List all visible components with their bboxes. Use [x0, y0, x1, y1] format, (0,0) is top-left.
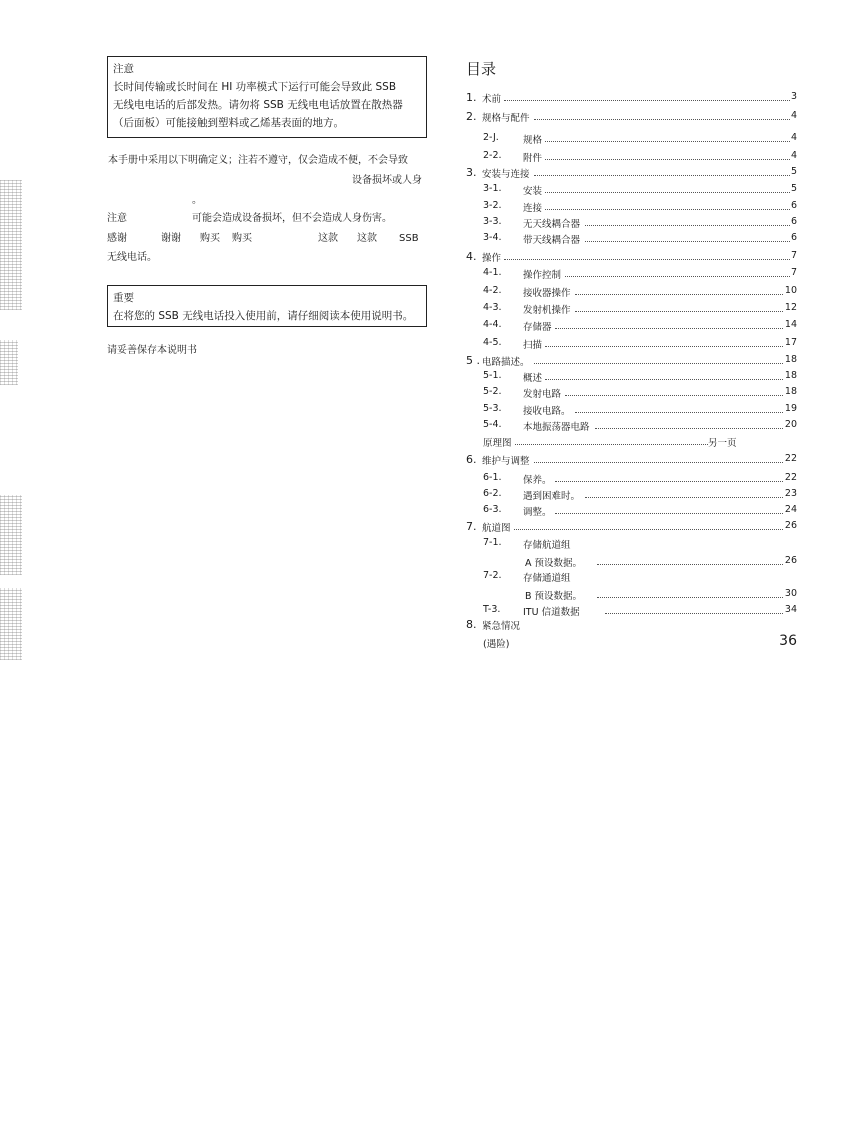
toc-entry-page: 22	[784, 472, 797, 483]
toc-entry-number: 3-4.	[483, 232, 502, 243]
toc-entry-page: 4	[790, 132, 797, 143]
important-title: 重要	[113, 292, 134, 304]
toc-entry	[0, 250, 850, 264]
toc-entry-number: 6-1.	[483, 472, 502, 483]
toc-entry	[0, 453, 850, 467]
toc-entry-number: 5-4.	[483, 419, 502, 430]
toc-entry	[0, 570, 850, 584]
notice-line-2: 设备损坏或人身	[352, 175, 422, 186]
toc-entry-title: (遇险)	[483, 639, 510, 650]
toc-entry	[0, 588, 850, 602]
toc-dot-leader	[565, 386, 783, 396]
toc-entry-title: B 预设数据。	[525, 591, 583, 602]
toc-entry-title: 电路描述。	[482, 357, 530, 368]
toc-entry-title: 操作控制	[523, 270, 562, 281]
thanks-word: 这款	[357, 233, 377, 244]
toc-entry-title: ITU 信道数据	[523, 607, 580, 618]
toc-entry-page: 5	[790, 183, 797, 194]
caution-line-2: 无线电电话的后部发热。请勿将 SSB 无线电电话放置在散热器	[113, 99, 403, 111]
toc-entry-number: 3-2.	[483, 200, 502, 211]
toc-entry-page: 6	[790, 216, 797, 227]
toc-entry-title: 遇到困难时。	[523, 491, 581, 502]
toc-entry-page: 14	[784, 319, 797, 330]
toc-dot-leader	[504, 91, 790, 101]
toc-entry-title: 安装	[523, 186, 543, 197]
thanks-word: 谢谢	[161, 233, 181, 244]
toc-entry	[0, 132, 850, 146]
toc-entry-number: 2-J.	[483, 132, 499, 143]
toc-dot-leader	[534, 354, 783, 364]
toc-entry	[0, 618, 850, 632]
toc-entry	[0, 200, 850, 214]
toc-entry-page: 4	[790, 150, 797, 161]
toc-entry-title: 附件	[523, 153, 543, 164]
toc-entry-number: 4.	[466, 250, 477, 263]
toc-entry	[0, 633, 850, 650]
toc-entry-title: 存储器	[523, 322, 552, 333]
toc-entry-page: 17	[784, 337, 797, 348]
toc-entry-page: 26	[784, 520, 797, 531]
toc-entry-title: 调整。	[523, 507, 552, 518]
toc-dot-leader	[515, 435, 708, 445]
toc-entry	[0, 232, 850, 246]
toc-dot-leader	[514, 520, 783, 530]
toc-entry	[0, 419, 850, 433]
toc-entry-number: 6-3.	[483, 504, 502, 515]
caution-label: 注意	[107, 213, 127, 224]
toc-entry-title: 扫描	[523, 340, 543, 351]
toc-entry-number: 3.	[466, 166, 477, 179]
toc-entry-title: 无天线耦合器	[523, 219, 581, 230]
toc-dot-leader	[555, 472, 783, 482]
toc-entry-number: 5-1.	[483, 370, 502, 381]
toc-entry	[0, 166, 850, 180]
toc-entry	[0, 216, 850, 230]
toc-entry-number: 2-2.	[483, 150, 502, 161]
toc-entry-title: 存储航道组	[523, 540, 571, 551]
toc-entry	[0, 91, 850, 105]
thanks-word: 购买	[232, 233, 252, 244]
toc-entry-title: 规格	[523, 135, 543, 146]
toc-dot-leader	[605, 604, 783, 614]
notice-line-3: 。	[192, 195, 202, 206]
toc-entry-page: 12	[784, 302, 797, 313]
toc-entry-number: 2.	[466, 110, 477, 123]
toc-entry-title: 操作	[482, 253, 502, 264]
keep-manual-text: 请妥善保存本说明书	[107, 345, 197, 356]
toc-entry-page: 10	[784, 285, 797, 296]
toc-dot-leader	[575, 302, 783, 312]
toc-dot-leader	[585, 488, 783, 498]
toc-entry	[0, 604, 850, 618]
toc-dot-leader	[504, 250, 790, 260]
toc-entry	[0, 285, 850, 299]
toc-entry	[0, 403, 850, 417]
toc-entry-page: 23	[784, 488, 797, 499]
caution-description: 可能会造成设备损坏，但不会造成人身伤害。	[192, 213, 392, 224]
caution-title: 注意	[113, 63, 134, 75]
toc-entry	[0, 386, 850, 400]
toc-entry-page: 22	[784, 453, 797, 464]
toc-entry-number: 4-2.	[483, 285, 502, 296]
toc-entry	[0, 110, 850, 124]
toc-dot-leader	[555, 504, 783, 514]
toc-entry-page: 3	[790, 91, 797, 102]
toc-entry-page: 另一页	[708, 438, 737, 449]
toc-entry-number: 4-4.	[483, 319, 502, 330]
notice-line-1: 本手册中采用以下明确定义；注若不遵守，仅会造成不便，不会导致	[108, 155, 408, 166]
toc-entry	[0, 354, 850, 368]
toc-dot-leader	[545, 150, 790, 160]
toc-entry-title: 发射电路	[523, 389, 562, 400]
toc-dot-leader	[555, 319, 783, 329]
toc-entry-page: 24	[784, 504, 797, 515]
toc-entry-number: 3-3.	[483, 216, 502, 227]
toc-entry-title: 紧急情况	[482, 621, 521, 632]
toc-dot-leader	[545, 337, 783, 347]
thanks-line-2: 无线电话。	[107, 252, 157, 263]
toc-entry-title: 带天线耦合器	[523, 235, 581, 246]
toc-entry-page: 18	[784, 354, 797, 365]
toc-entry-page: 36	[779, 633, 797, 649]
toc-entry-number: 5 .	[466, 354, 480, 367]
toc-dot-leader	[595, 419, 783, 429]
toc-entry-number: 5-3.	[483, 403, 502, 414]
toc-dot-leader	[585, 232, 790, 242]
toc-entry-page: 6	[790, 232, 797, 243]
toc-title: 目录	[466, 60, 497, 78]
toc-entry-number: 7.	[466, 520, 477, 533]
toc-entry-title: 维护与调整	[482, 456, 530, 467]
toc-dot-leader	[545, 183, 790, 193]
toc-dot-leader	[585, 216, 790, 226]
toc-entry-title: 航道图	[482, 523, 511, 534]
toc-entry	[0, 504, 850, 518]
toc-entry	[0, 150, 850, 164]
toc-entry-page: 18	[784, 386, 797, 397]
toc-dot-leader	[597, 555, 783, 565]
toc-entry	[0, 337, 850, 351]
toc-entry-number: 6-2.	[483, 488, 502, 499]
toc-entry-page: 20	[784, 419, 797, 430]
toc-entry-title: 安装与连接	[482, 169, 530, 180]
toc-entry-title: 本地振荡器电路	[523, 422, 590, 433]
toc-entry-number: 7-1.	[483, 537, 502, 548]
toc-entry	[0, 435, 850, 449]
toc-entry-title: 连接	[523, 203, 543, 214]
toc-dot-leader	[597, 588, 783, 598]
toc-entry-number: 7-2.	[483, 570, 502, 581]
toc-dot-leader	[575, 285, 783, 295]
toc-entry-title: 原理图	[483, 438, 512, 449]
thanks-word: 这款	[318, 233, 338, 244]
toc-entry-title: 规格与配件	[482, 113, 530, 124]
toc-entry-title: 术前	[482, 94, 502, 105]
toc-entry-title: 存储通道组	[523, 573, 571, 584]
toc-entry	[0, 370, 850, 384]
toc-dot-leader	[534, 110, 790, 120]
toc-entry-page: 19	[784, 403, 797, 414]
important-line: 在将您的 SSB 无线电话投入使用前，请仔细阅读本使用说明书。	[113, 310, 414, 322]
toc-entry	[0, 488, 850, 502]
toc-entry	[0, 472, 850, 486]
toc-entry-number: 4-3.	[483, 302, 502, 313]
toc-entry-number: 3-1.	[483, 183, 502, 194]
toc-entry-title: A 预设数据。	[525, 558, 583, 569]
toc-entry-title: 接收电路。	[523, 406, 571, 417]
toc-entry-page: 30	[784, 588, 797, 599]
thanks-word: SSB	[399, 233, 419, 244]
toc-entry	[0, 267, 850, 281]
toc-entry-number: 8.	[466, 618, 477, 631]
toc-dot-leader	[575, 403, 783, 413]
toc-entry-title: 接收器操作	[523, 288, 571, 299]
toc-entry-number: 4-5.	[483, 337, 502, 348]
toc-entry-title: 概述	[523, 373, 543, 384]
toc-entry-page: 26	[784, 555, 797, 566]
toc-entry	[0, 520, 850, 534]
toc-entry-title: 保养。	[523, 475, 552, 486]
toc-entry-number: 4-1.	[483, 267, 502, 278]
toc-dot-leader	[545, 132, 790, 142]
toc-entry-number: 5-2.	[483, 386, 502, 397]
thanks-word: 购买	[200, 233, 220, 244]
toc-entry-number: T-3.	[483, 604, 501, 615]
toc-dot-leader	[534, 166, 790, 176]
toc-dot-leader	[545, 200, 790, 210]
toc-entry-page: 5	[790, 166, 797, 177]
toc-entry	[0, 319, 850, 333]
caution-line-3: （后面板）可能接触到塑料或乙烯基表面的地方。	[113, 117, 344, 129]
thanks-word: 感谢	[107, 233, 127, 244]
toc-entry	[0, 183, 850, 197]
toc-entry-page: 7	[790, 250, 797, 261]
toc-dot-leader	[534, 453, 783, 463]
toc-entry-number: 6.	[466, 453, 477, 466]
toc-entry-page: 18	[784, 370, 797, 381]
toc-entry-page: 7	[790, 267, 797, 278]
toc-entry-page: 34	[784, 604, 797, 615]
toc-entry-title: 发射机操作	[523, 305, 571, 316]
toc-entry	[0, 537, 850, 551]
toc-dot-leader	[545, 370, 783, 380]
toc-dot-leader	[565, 267, 790, 277]
caution-line-1: 长时间传输或长时间在 HI 功率模式下运行可能会导致此 SSB	[113, 81, 397, 93]
toc-entry-page: 4	[790, 110, 797, 121]
toc-entry-page: 6	[790, 200, 797, 211]
toc-entry	[0, 302, 850, 316]
toc-entry	[0, 555, 850, 569]
toc-entry-number: 1.	[466, 91, 477, 104]
